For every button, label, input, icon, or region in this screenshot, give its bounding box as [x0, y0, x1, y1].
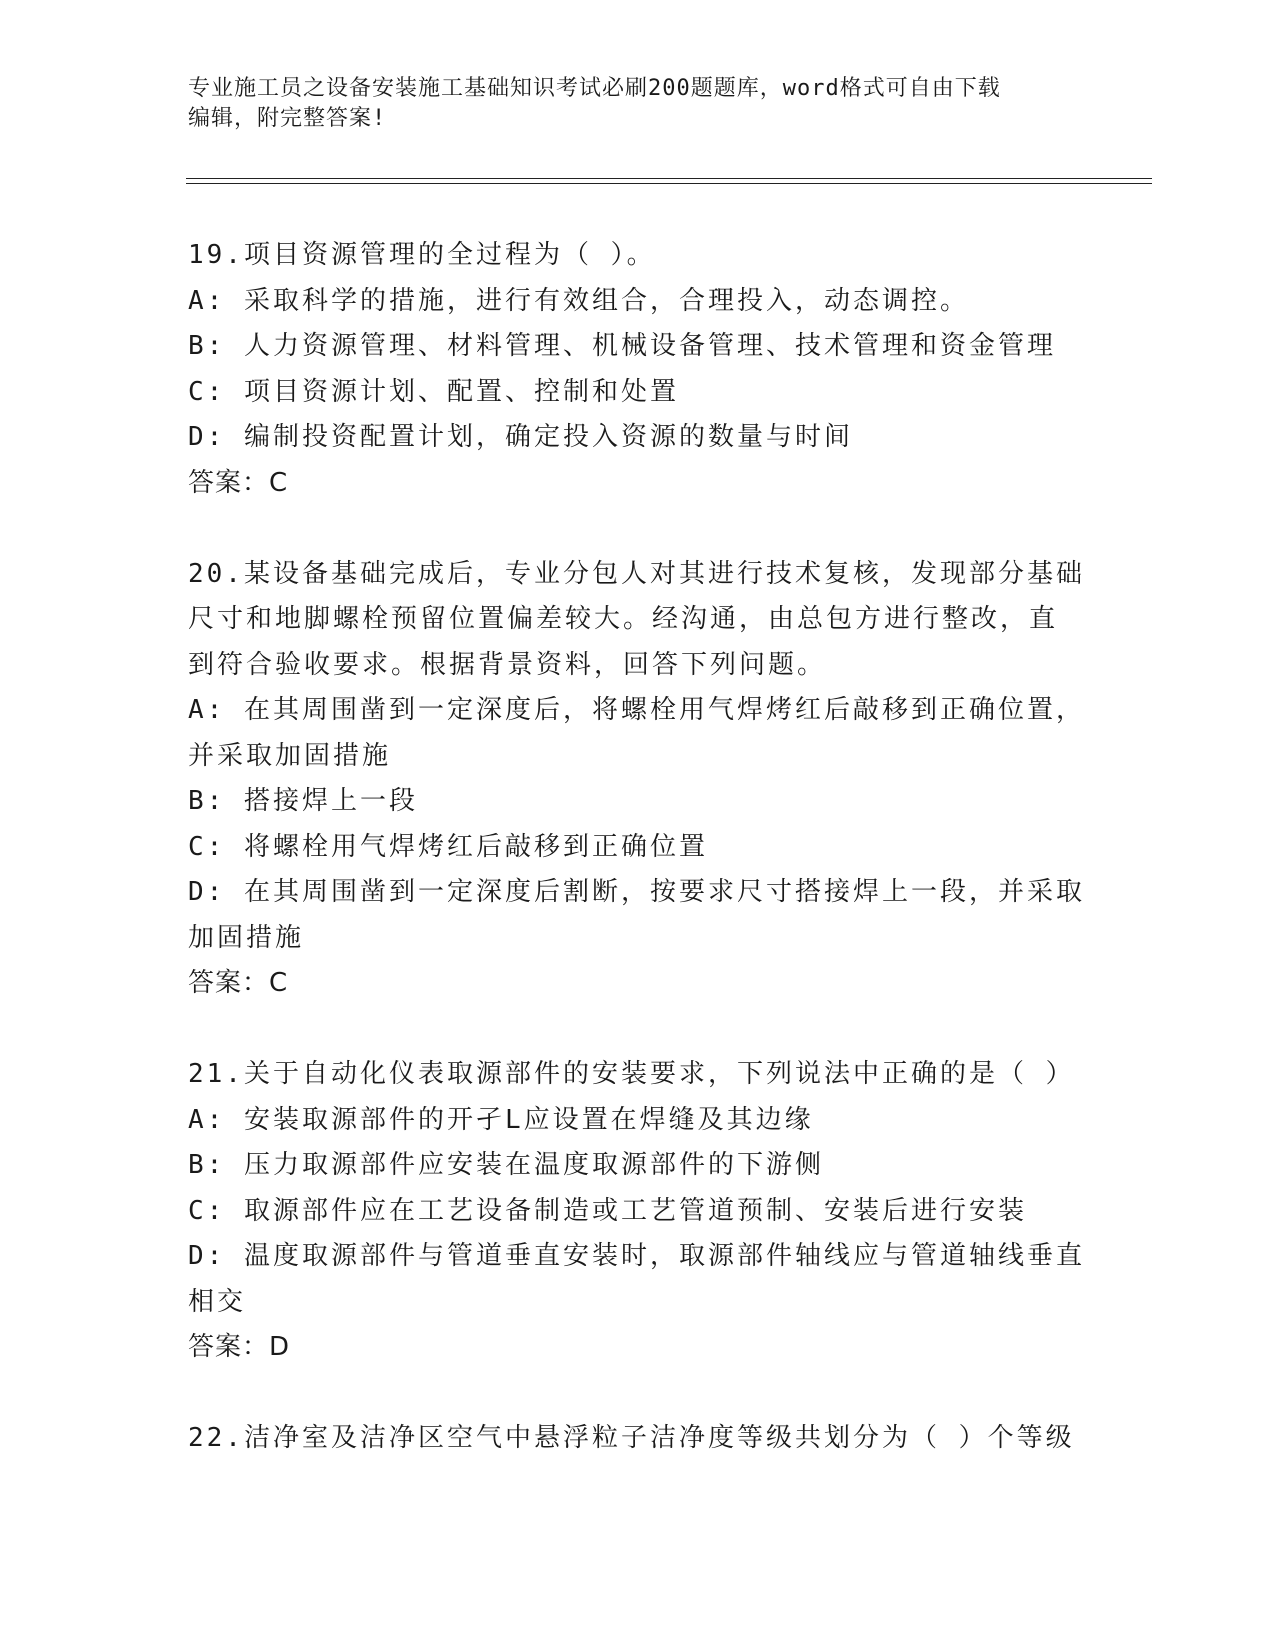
header-divider	[186, 178, 1152, 179]
question-20	[188, 552, 1088, 1007]
question-stem: 尺寸和地脚螺栓预留位置偏差较大。经沟通，由总包方进行整改，直	[188, 604, 1059, 634]
option-b: B: 搭接焊上一段	[188, 786, 418, 816]
option-a-continued: 并采取加固措施	[188, 740, 392, 771]
document-header	[188, 74, 1088, 134]
option-d: D: 在其周围凿到一定深度后割断，按要求尺寸搭接焊上一段，并采取	[188, 877, 1085, 907]
question-stem: 22.洁净室及洁净区空气中悬浮粒子洁净度等级共划分为（ ）个等级	[188, 1423, 1075, 1453]
question-stem: 20.某设备基础完成后，专业分包人对其进行技术复核，发现部分基础	[188, 558, 1085, 589]
option-c: C: 取源部件应在工艺设备制造或工艺管道预制、安装后进行安装	[188, 1195, 1027, 1226]
question-stem: 到符合验收要求。根据背景资料，回答下列问题。	[188, 649, 827, 680]
option-a: A: 在其周围凿到一定深度后，将螺栓用气焊烤红后敲移到正确位置，	[188, 695, 1085, 725]
question-stem: 19.项目资源管理的全过程为（ ）。	[188, 240, 656, 270]
option-d: D: 温度取源部件与管道垂直安装时，取源部件轴线应与管道轴线垂直	[188, 1241, 1085, 1271]
option-b: B: 压力取源部件应安装在温度取源部件的下游侧	[188, 1150, 824, 1180]
answer-label: 答案：D	[188, 1332, 291, 1362]
option-b: B: 人力资源管理、材料管理、机械设备管理、技术管理和资金管理	[188, 331, 1056, 361]
header-divider	[186, 183, 1152, 184]
option-c: C: 项目资源计划、配置、控制和处置	[188, 376, 679, 407]
option-d: D: 编制投资配置计划，确定投入资源的数量与时间	[188, 422, 853, 452]
option-c: C: 将螺栓用气焊烤红后敲移到正确位置	[188, 831, 708, 862]
option-a: A: 安装取源部件的开孑L应设置在焊缝及其边缘	[188, 1104, 814, 1135]
header-line: 专业施工员之设备安装施工基础知识考试必刷200题题库，word格式可自由下载	[188, 76, 1001, 101]
answer-label: 答案：C	[188, 467, 289, 498]
option-a: A: 采取科学的措施，进行有效组合，合理投入，动态调控。	[188, 285, 969, 316]
question-list	[188, 233, 1088, 1507]
header-line: 编辑，附完整答案!	[188, 106, 387, 131]
question-stem: 21.关于自动化仪表取源部件的安装要求，下列说法中正确的是（ ）	[188, 1059, 1075, 1089]
answer-label: 答案：C	[188, 968, 289, 998]
question-22	[188, 1416, 1088, 1462]
question-21	[188, 1052, 1088, 1371]
question-19	[188, 233, 1088, 506]
option-d-continued: 相交	[188, 1286, 247, 1317]
option-d-continued: 加固措施	[188, 922, 305, 953]
